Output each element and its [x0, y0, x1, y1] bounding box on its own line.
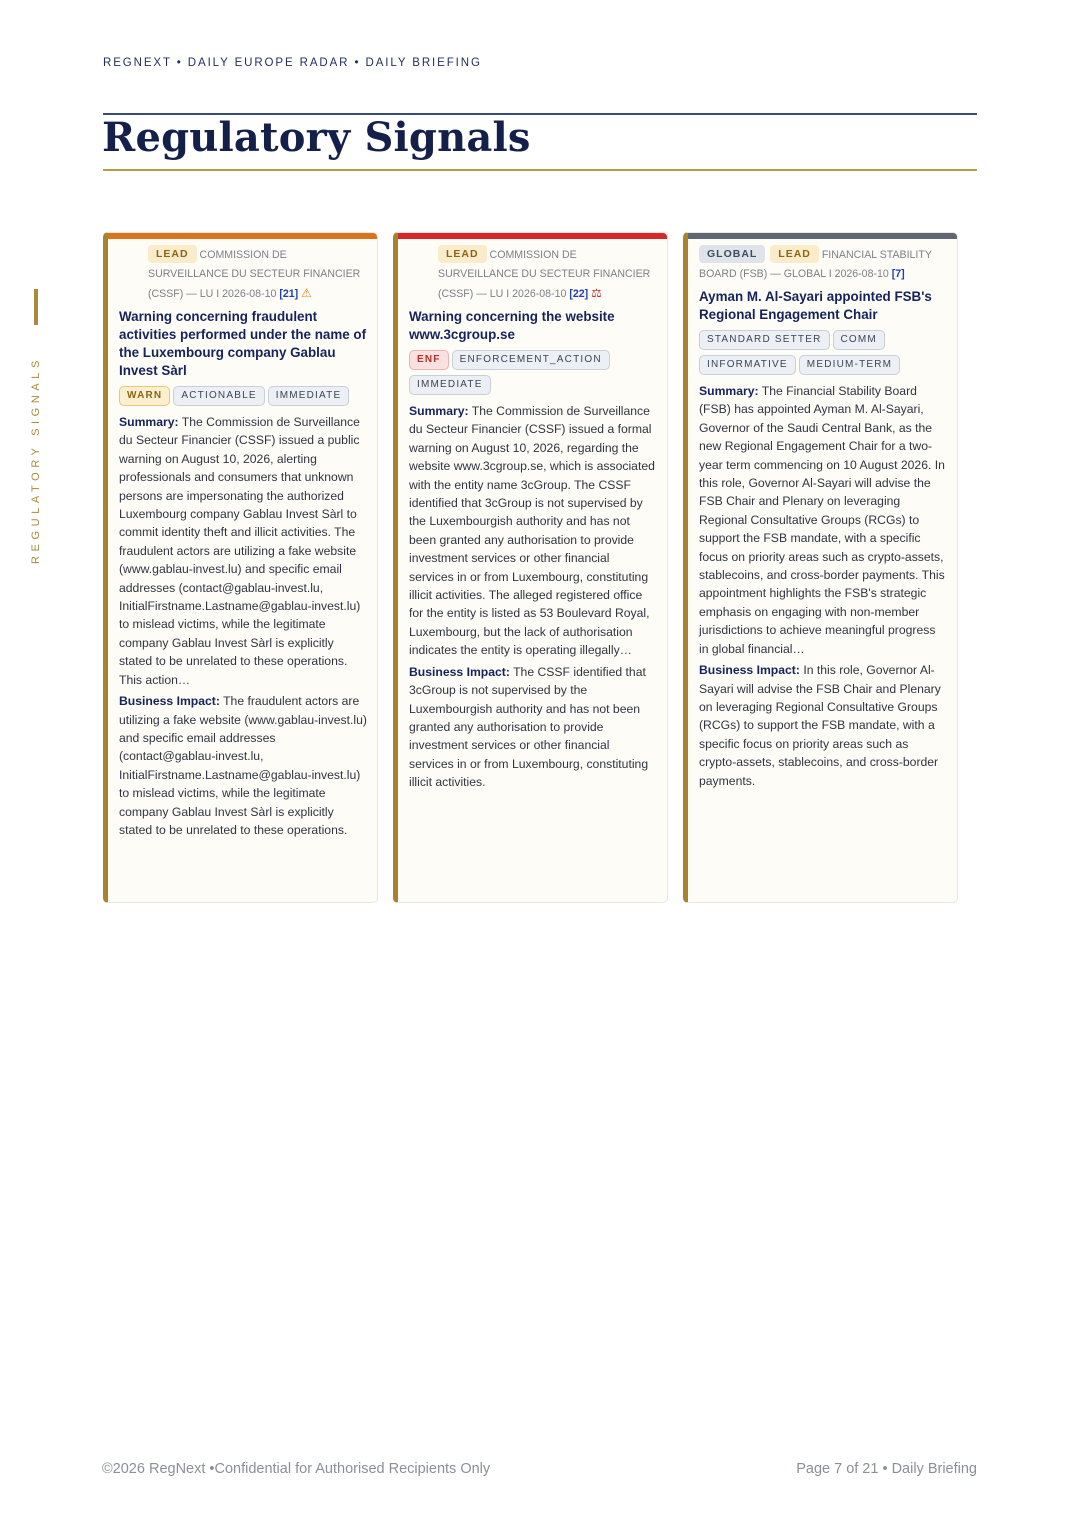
- card-priority-bar: [398, 233, 667, 239]
- scales-icon: ⚖: [591, 286, 602, 300]
- breadcrumb-kicker: REGNEXT • DAILY EUROPE RADAR • DAILY BRIEFING: [103, 57, 482, 69]
- citation-link[interactable]: [21]: [279, 288, 299, 300]
- tag-comm: COMM: [833, 330, 885, 350]
- card-summary: [699, 382, 947, 658]
- card-title[interactable]: Warning concerning fraudulent activities performed under the name of the Luxembourg company Gablau Invest Sàrl: [119, 309, 367, 378]
- citation-link[interactable]: [22]: [569, 288, 589, 300]
- card-priority-bar: [108, 233, 377, 239]
- tag-enforcement-action: ENFORCEMENT_ACTION: [452, 350, 610, 370]
- side-accent-bar: [34, 289, 38, 325]
- card-tags: [119, 385, 367, 410]
- card-title[interactable]: Warning concerning the website www.3cgroup.se: [409, 309, 615, 342]
- summary-label: Summary:: [699, 384, 759, 398]
- lead-badge: LEAD: [438, 245, 487, 263]
- card-tags: [699, 329, 947, 379]
- tag-enf: ENF: [409, 350, 449, 370]
- card-summary: [409, 402, 657, 660]
- tag-medium-term: MEDIUM-TERM: [799, 355, 900, 375]
- impact-text: The fraudulent actors are utilizing a fake website (www.gablau-invest.lu) and specific email addresses (contact@gablau-invest.lu, InitialFirstname.Lastname@gablau-invest.lu) to mislead victims, while the legitimate company Gablau Invest Sàrl is explicitly stated to be unrelated to these operations.: [119, 694, 367, 837]
- card-impact: [409, 663, 657, 792]
- card-title[interactable]: Ayman M. Al-Sayari appointed FSB's Regional Engagement Chair: [699, 289, 932, 322]
- tag-immediate: IMMEDIATE: [409, 375, 491, 395]
- title-rule-bottom: [103, 169, 977, 171]
- warning-icon: ⚠: [301, 286, 312, 300]
- card-meta: [119, 245, 367, 304]
- card-impact: [119, 692, 367, 839]
- tag-actionable: ACTIONABLE: [173, 386, 264, 406]
- summary-text: The Commission de Surveillance du Secteur Financier (CSSF) issued a public warning on August 10, 2026, alerting professionals and consumers that unknown persons are impersonating the authorized Luxembourg company Gablau Invest Sàrl to commit identity theft and illicit activities. The fraudulent actors are utilizing a fake website (www.gablau-invest.lu) and specific email addresses (contact@gablau-invest.lu, InitialFirstname.Lastname@gablau-invest.lu) to mislead victims, while the legitimate company Gablau Invest Sàrl is explicitly stated to be unrelated to these operations. This action…: [119, 415, 361, 687]
- card-priority-bar: [688, 233, 957, 239]
- card-source: FINANCIAL STABILITY BOARD (FSB) — GLOBAL I 2026-08-10: [699, 249, 932, 280]
- card-source: COMMISSION DE SURVEILLANCE DU SECTEUR FINANCIER (CSSF) — LU I 2026-08-10: [148, 249, 361, 300]
- summary-text: The Financial Stability Board (FSB) has appointed Ayman M. Al-Sayari, Governor of the Saudi Central Bank, as the new Regional Engagement Chair for a two-year term commencing on 10 August 2026. In this role, Governor Al-Sayari will advise the FSB Chair and Plenary on leveraging Regional Consultative Groups (RCGs) to support the FSB mandate, with a specific focus on priority areas such as crypto-assets, stablecoins, and cross-border payments. This appointment highlights the FSB's strategic emphasis on engaging with non-member jurisdictions to achieve meaningful progress in global financial…: [699, 384, 945, 656]
- footer-copyright: ©2026 RegNext •Confidential for Authorised Recipients Only: [102, 1461, 491, 1477]
- lead-badge: LEAD: [148, 245, 197, 263]
- summary-label: Summary:: [409, 404, 469, 418]
- citation-link[interactable]: [7]: [891, 268, 905, 280]
- card-source: COMMISSION DE SURVEILLANCE DU SECTEUR FINANCIER (CSSF) — LU I 2026-08-10: [438, 249, 651, 300]
- signal-card[interactable]: [393, 232, 668, 903]
- tag-immediate: IMMEDIATE: [268, 386, 350, 406]
- card-meta: [699, 245, 947, 284]
- card-summary: [119, 413, 367, 689]
- footer-page-number: Page 7 of 21 • Daily Briefing: [796, 1461, 977, 1477]
- signal-card[interactable]: [103, 232, 378, 903]
- tag-informative: INFORMATIVE: [699, 355, 796, 375]
- impact-label: Business Impact:: [119, 694, 220, 709]
- tag-warn: WARN: [119, 386, 170, 406]
- impact-text: The CSSF identified that 3cGroup is not supervised by the Luxembourgish authority and has not been granted any authorisation to provide investment services or other financial services in or from Luxembourg, constituting illicit activities.: [409, 664, 649, 790]
- region-badge: GLOBAL: [699, 245, 765, 263]
- lead-badge: LEAD: [770, 245, 819, 263]
- card-impact: [699, 661, 947, 790]
- impact-label: Business Impact:: [409, 664, 510, 679]
- page-title: Regulatory Signals: [102, 114, 531, 161]
- signal-card[interactable]: [683, 232, 958, 903]
- summary-label: Summary:: [119, 415, 179, 429]
- summary-text: The Commission de Surveillance du Secteur Financier (CSSF) issued a formal warning on August 10, 2026, regarding the website www.3cgroup.se, which is associated with the entity name 3cGroup. The CSSF identified that 3cGroup is not supervised by the Luxembourgish authority and has not been granted any authorisation to provide investment services or other financial services in or from Luxembourg, constituting illicit activities. The alleged registered office for the entity is listed as 53 Boulevard Royal, Luxembourg, but the lack of authorisation indicates the entity is operating illegally…: [409, 404, 655, 658]
- side-section-label: REGULATORY SIGNALS: [30, 356, 42, 564]
- card-tags: [409, 349, 657, 399]
- impact-label: Business Impact:: [699, 663, 800, 678]
- impact-text: In this role, Governor Al-Sayari will advise the FSB Chair and Plenary on leveraging Regional Consultative Groups (RCGs) to support the FSB mandate, with a specific focus on priority areas such as crypto-assets, stablecoins, and cross-border payments.: [699, 663, 941, 788]
- card-meta: [409, 245, 657, 304]
- tag-standard-setter: STANDARD SETTER: [699, 330, 830, 350]
